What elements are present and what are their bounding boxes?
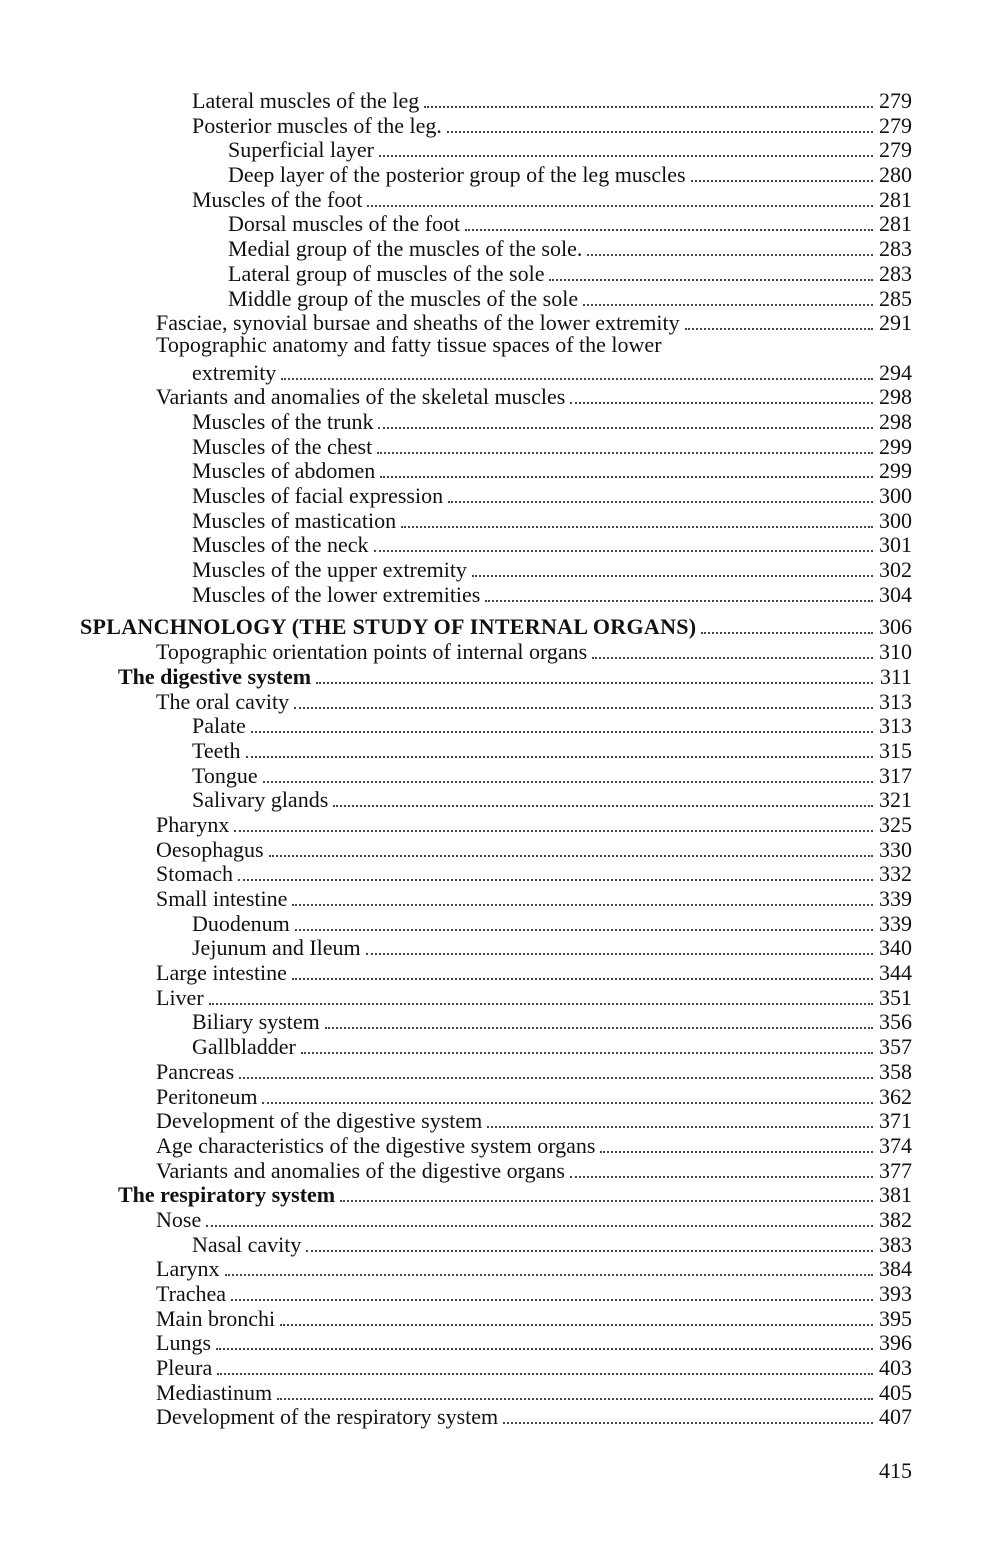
toc-entry (80, 456, 912, 484)
toc-entry-title: Medial group of the muscles of the sole. (228, 236, 583, 262)
dot-leader (238, 859, 873, 881)
dot-leader (263, 761, 873, 783)
dot-leader (465, 209, 873, 231)
dot-leader (377, 432, 873, 454)
dot-leader (379, 135, 873, 157)
toc-entry (80, 209, 912, 237)
dot-leader (294, 687, 873, 709)
dot-leader (592, 637, 873, 659)
toc-entry-page: 306 (879, 614, 912, 640)
toc-entry-page: 294 (879, 359, 912, 385)
toc-entry-page: 298 (879, 408, 912, 434)
page-number: 415 (879, 1458, 912, 1483)
dot-leader (301, 1032, 873, 1054)
toc-entry (80, 736, 912, 761)
toc-entry-page: 300 (879, 507, 912, 533)
toc-entry-page: 340 (879, 935, 912, 961)
toc-entry-page: 374 (879, 1132, 912, 1158)
toc-entry-title: Trachea (156, 1281, 227, 1306)
toc-entry-page: 344 (879, 960, 912, 986)
dot-leader (306, 1230, 873, 1252)
dot-leader (206, 1205, 873, 1227)
dot-leader (549, 259, 873, 281)
toc-group-splanchnology (80, 612, 912, 1430)
toc-entry-page: 300 (879, 483, 912, 508)
toc-entry-page: 283 (879, 260, 912, 286)
toc-entry-title: Liver (156, 984, 204, 1010)
toc-entry (80, 884, 912, 909)
toc-entry-title: Development of the digestive system (156, 1108, 483, 1134)
toc-entry-page: 357 (879, 1034, 912, 1060)
toc-entry-title: Muscles of the foot (192, 186, 363, 212)
toc-entry-page: 291 (879, 310, 912, 336)
toc-entry-page: 395 (879, 1305, 912, 1331)
dot-leader (424, 86, 873, 108)
toc-entry-page: 317 (879, 762, 912, 788)
toc-entry (80, 358, 912, 383)
toc-entry-title: Pleura (156, 1355, 213, 1381)
dot-leader (487, 1106, 873, 1128)
toc-entry (80, 160, 912, 188)
toc-entry (80, 1082, 912, 1107)
toc-entry-page: 279 (879, 88, 912, 113)
toc-entry-page: 393 (879, 1281, 912, 1306)
toc-entry-wrapped (80, 331, 912, 385)
toc-entry-title: Salivary glands (192, 787, 329, 813)
dot-leader (401, 506, 873, 528)
toc-entry-page: 382 (879, 1206, 912, 1232)
toc-entry (80, 580, 912, 605)
toc-entry-title: The oral cavity (156, 688, 290, 714)
toc-entry (80, 111, 912, 136)
toc-entry-title: Oesophagus (156, 836, 264, 862)
toc-entry (80, 810, 912, 835)
toc-entry-page: 383 (879, 1231, 912, 1257)
toc-entry-title: Pancreas (156, 1058, 235, 1084)
toc-entry-page: 281 (879, 186, 912, 212)
toc-entry (80, 1402, 912, 1430)
toc-entry-title: Muscles of the lower extremities (192, 581, 481, 607)
toc-entry-title: The digestive system (118, 663, 312, 689)
dot-leader (367, 185, 873, 207)
dot-leader (600, 1131, 873, 1153)
toc-entry-title: Tongue (192, 762, 258, 788)
toc-entry-page: 339 (879, 886, 912, 911)
toc-entry-page: 396 (879, 1330, 912, 1356)
dot-leader (292, 958, 873, 980)
toc-entry-title: Muscles of mastication (192, 507, 397, 533)
dot-leader (239, 1057, 873, 1079)
toc-entry (80, 933, 912, 961)
table-of-contents (80, 86, 912, 1430)
toc-entry (80, 555, 912, 583)
toc-entry-title-line2: extremity (192, 359, 277, 385)
toc-entry-title: Lungs (156, 1330, 211, 1356)
toc-entry-title: Muscles of facial expression (192, 483, 444, 508)
toc-entry (80, 1353, 912, 1381)
dot-leader (701, 612, 873, 634)
dot-leader (685, 308, 873, 330)
toc-entry (80, 835, 912, 860)
toc-entry (80, 711, 912, 739)
toc-entry-page: 358 (879, 1058, 912, 1084)
toc-entry-page: 339 (879, 910, 912, 936)
dot-leader (340, 1180, 873, 1202)
toc-entry-title: Middle group of the muscles of the sole (228, 285, 579, 311)
dot-leader (216, 1328, 873, 1350)
dot-leader (380, 456, 873, 478)
dot-leader (209, 983, 873, 1005)
toc-entry-page: 313 (879, 713, 912, 739)
toc-entry-title: Mediastinum (156, 1379, 273, 1405)
toc-entry (80, 1254, 912, 1282)
toc-entry-page: 403 (879, 1355, 912, 1381)
toc-entry-page: 330 (879, 836, 912, 862)
dot-leader (485, 580, 873, 602)
toc-entry-page: 302 (879, 557, 912, 583)
toc-entry-page: 304 (879, 581, 912, 607)
toc-entry-title: SPLANCHNOLOGY (THE STUDY OF INTERNAL ORGANS) (80, 614, 697, 640)
toc-entry-page: 285 (879, 285, 912, 311)
dot-leader (325, 1007, 873, 1029)
dot-leader (447, 111, 873, 133)
toc-entry-title-line1: Topographic anatomy and fatty tissue spaces of the lower (156, 331, 662, 357)
toc-entry (80, 612, 912, 640)
toc-entry (80, 407, 912, 432)
toc-entry (80, 185, 912, 210)
toc-entry-title: Deep layer of the posterior group of the leg muscles (228, 162, 686, 188)
toc-entry (80, 259, 912, 284)
toc-entry (80, 859, 912, 887)
dot-leader (503, 1402, 873, 1424)
toc-entry (80, 481, 912, 506)
toc-entry-page: 315 (879, 737, 912, 763)
dot-leader (292, 884, 873, 906)
toc-entry-page: 377 (879, 1157, 912, 1183)
toc-entry-page: 351 (879, 984, 912, 1010)
toc-entry-title: Nose (156, 1206, 202, 1232)
toc-entry-title: Large intestine (156, 960, 287, 986)
toc-entry-title: Nasal cavity (192, 1231, 302, 1257)
toc-entry-title: Muscles of the trunk (192, 408, 374, 434)
toc-entry-page: 332 (879, 861, 912, 887)
toc-entry (80, 1205, 912, 1230)
toc-entry (80, 1230, 912, 1255)
dot-leader (570, 382, 873, 404)
toc-entry-page: 371 (879, 1108, 912, 1134)
dot-leader (374, 530, 873, 552)
toc-entry-title: Biliary system (192, 1009, 320, 1035)
toc-entry (80, 284, 912, 309)
dot-leader (295, 909, 873, 931)
toc-entry (80, 909, 912, 934)
toc-entry-page: 311 (879, 663, 912, 689)
toc-entry-page: 407 (879, 1404, 912, 1430)
dot-leader (316, 662, 873, 684)
toc-entry-title: Posterior muscles of the leg. (192, 112, 442, 138)
toc-entry (80, 308, 912, 336)
toc-entry-title: The respiratory system (118, 1182, 336, 1208)
toc-entry (80, 1032, 912, 1060)
toc-entry-title: Stomach (156, 861, 233, 887)
toc-entry (80, 1057, 912, 1082)
toc-entry-title: Small intestine (156, 886, 288, 911)
toc-entry-page: 384 (879, 1256, 912, 1282)
dot-leader (448, 481, 873, 503)
dot-leader (366, 933, 873, 955)
toc-entry-title: Jejunum and Ileum (192, 935, 361, 961)
toc-entry (80, 135, 912, 163)
toc-entry-title: Pharynx (156, 811, 230, 837)
toc-entry-page: 298 (879, 384, 912, 410)
dot-leader (378, 407, 873, 429)
toc-entry-title: Larynx (156, 1256, 220, 1282)
toc-entry (80, 506, 912, 531)
dot-leader (269, 835, 873, 857)
dot-leader (217, 1353, 873, 1375)
toc-entry-title: Dorsal muscles of the foot (228, 211, 461, 237)
toc-entry-title: Muscles of the chest (192, 433, 373, 459)
toc-entry-title: Main bronchi (156, 1305, 276, 1331)
dot-leader (281, 358, 873, 380)
toc-entry-page: 381 (879, 1182, 912, 1208)
dot-leader (277, 1378, 873, 1400)
toc-entry-page: 362 (879, 1083, 912, 1109)
dot-leader (262, 1082, 873, 1104)
dot-leader (587, 234, 873, 256)
toc-entry-page: 310 (879, 639, 912, 665)
dot-leader (570, 1156, 873, 1178)
toc-entry-title: Development of the respiratory system (156, 1404, 499, 1430)
toc-entry-title: Fasciae, synovial bursae and sheaths of the lower extremity (156, 310, 680, 336)
dot-leader (246, 736, 873, 758)
toc-entry (80, 785, 912, 813)
toc-entry (80, 662, 912, 687)
dot-leader (691, 160, 873, 182)
toc-entry (80, 1156, 912, 1181)
toc-entry (80, 1131, 912, 1156)
toc-entry (80, 234, 912, 262)
toc-entry-title: Teeth (192, 737, 241, 763)
dot-leader (234, 810, 873, 832)
dot-leader (280, 1304, 873, 1326)
toc-entry-title: Lateral group of muscles of the sole (228, 260, 545, 286)
toc-entry-page: 299 (879, 433, 912, 459)
toc-entry (80, 1180, 912, 1208)
toc-entry-title: Gallbladder (192, 1034, 296, 1060)
toc-entry-title: Variants and anomalies of the digestive organs (156, 1157, 565, 1183)
toc-entry-page: 313 (879, 688, 912, 714)
toc-entry-page: 279 (879, 137, 912, 163)
dot-leader (583, 284, 873, 306)
toc-entry-page: 405 (879, 1379, 912, 1405)
toc-group-variants-muscles (80, 382, 912, 607)
toc-entry-page: 356 (879, 1009, 912, 1035)
toc-entry-title: Palate (192, 713, 246, 739)
toc-entry (80, 958, 912, 986)
toc-entry-page: 301 (879, 532, 912, 558)
toc-entry (80, 761, 912, 786)
toc-entry (80, 687, 912, 712)
toc-entry (80, 530, 912, 558)
toc-entry (80, 1304, 912, 1329)
toc-entry-page: 325 (879, 811, 912, 837)
toc-entry-title: Muscles of abdomen (192, 458, 376, 484)
dot-leader (251, 711, 873, 733)
toc-entry-title: Variants and anomalies of the skeletal muscles (156, 384, 566, 410)
toc-entry (80, 1328, 912, 1356)
toc-entry-title: Lateral muscles of the leg (192, 88, 420, 113)
toc-entry (80, 1106, 912, 1134)
toc-entry-page: 280 (879, 162, 912, 188)
toc-entry-page: 321 (879, 787, 912, 813)
toc-entry-page: 279 (879, 112, 912, 138)
toc-entry-title: Age characteristics of the digestive system organs (156, 1132, 596, 1158)
dot-leader (225, 1254, 873, 1276)
toc-entry-title: Peritoneum (156, 1083, 258, 1109)
toc-entry (80, 432, 912, 457)
toc-entry (80, 1378, 912, 1403)
toc-entry-title: Duodenum (192, 910, 290, 936)
toc-entry-page: 283 (879, 236, 912, 262)
dot-leader (472, 555, 873, 577)
toc-entry (80, 86, 912, 111)
toc-entry-page: 299 (879, 458, 912, 484)
toc-entry (80, 983, 912, 1008)
dot-leader (333, 785, 873, 807)
toc-group-muscles-leg-foot (80, 86, 912, 336)
toc-entry (80, 1279, 912, 1304)
toc-entry-page: 281 (879, 211, 912, 237)
toc-entry (80, 637, 912, 665)
toc-entry-title: Superficial layer (228, 137, 374, 163)
dot-leader (231, 1279, 873, 1301)
toc-entry-title: Muscles of the neck (192, 532, 369, 558)
toc-entry (80, 1007, 912, 1035)
toc-entry-title: Muscles of the upper extremity (192, 557, 467, 583)
toc-entry (80, 382, 912, 410)
toc-entry-title: Topographic orientation points of internal organs (156, 639, 588, 665)
